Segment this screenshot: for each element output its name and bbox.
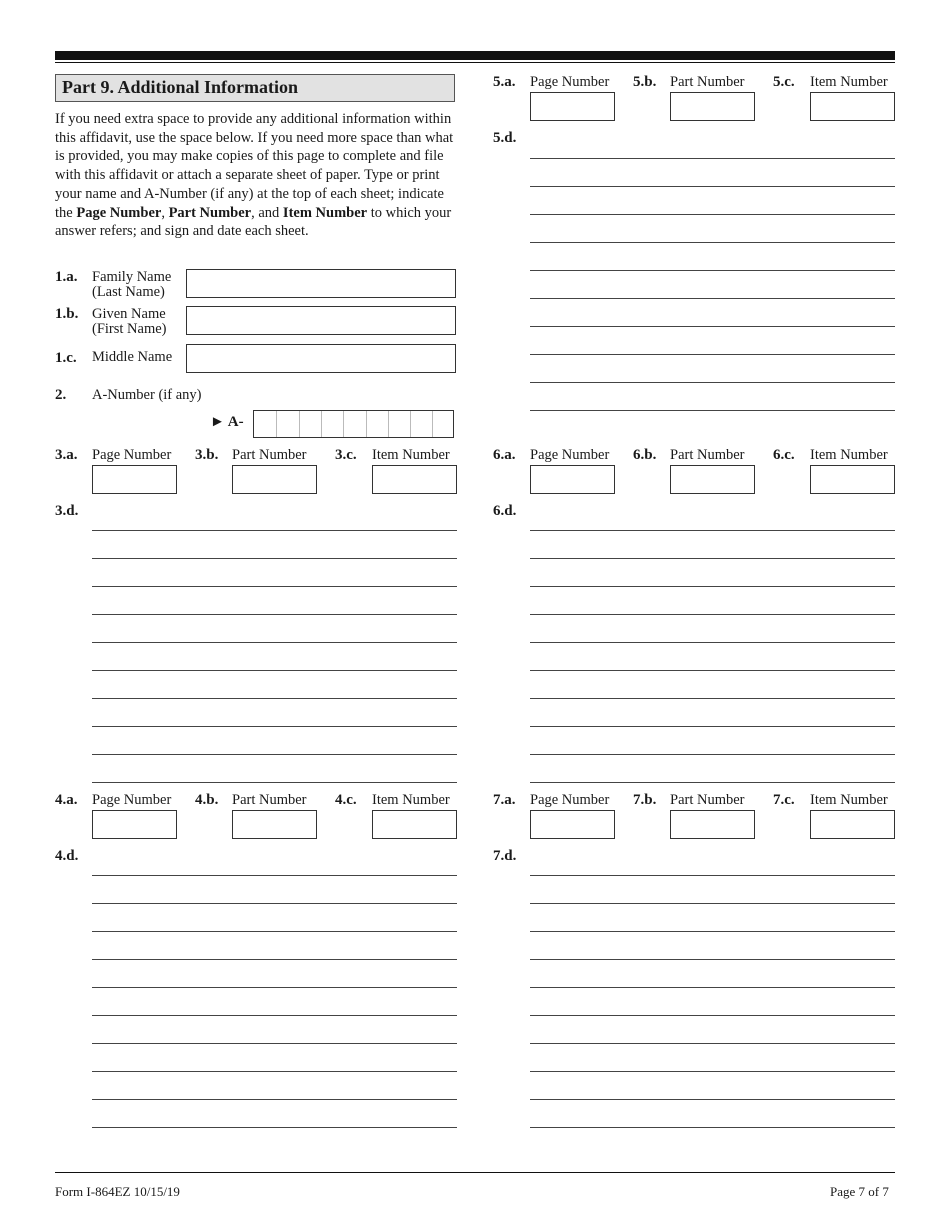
answer-line-3[interactable] <box>92 782 457 783</box>
part-number-field-6[interactable] <box>670 465 755 494</box>
item-number-3a: 3.a. <box>55 447 78 463</box>
answer-line-3[interactable] <box>92 558 457 559</box>
answer-line-5[interactable] <box>530 186 895 187</box>
item-number-3d: 3.d. <box>55 503 79 519</box>
part-number-label: Part Number <box>232 447 307 463</box>
item-number-5c: 5.c. <box>773 74 795 90</box>
family-name-field[interactable] <box>186 269 456 298</box>
answer-line-5[interactable] <box>530 242 895 243</box>
given-name-label: Given Name (First Name) <box>92 306 167 337</box>
answer-line-6[interactable] <box>530 530 895 531</box>
answer-line-6[interactable] <box>530 698 895 699</box>
a-number-label: A-Number (if any) <box>92 387 202 403</box>
item-number-field-6[interactable] <box>810 465 895 494</box>
answer-line-3[interactable] <box>92 698 457 699</box>
item-number-field-4[interactable] <box>372 810 457 839</box>
item-number-6c: 6.c. <box>773 447 795 463</box>
page-number-label: Page Number <box>530 74 610 90</box>
item-number-label: Item Number <box>372 792 450 808</box>
item-number-7d: 7.d. <box>493 848 517 864</box>
item-number-4b: 4.b. <box>195 792 219 808</box>
a-number-cell-divider <box>388 411 389 437</box>
item-number-4c: 4.c. <box>335 792 357 808</box>
top-rule-thin <box>55 62 895 63</box>
top-rule <box>55 51 895 60</box>
answer-line-7[interactable] <box>530 987 895 988</box>
page-indicator: Page 7 of 7 <box>830 1184 889 1199</box>
answer-line-5[interactable] <box>530 354 895 355</box>
a-number-cell-divider <box>321 411 322 437</box>
page-number-label: Page Number <box>92 447 172 463</box>
part-number-field-3[interactable] <box>232 465 317 494</box>
answer-line-6[interactable] <box>530 642 895 643</box>
item-number-7c: 7.c. <box>773 792 795 808</box>
answer-line-6[interactable] <box>530 726 895 727</box>
item-number-7a: 7.a. <box>493 792 516 808</box>
a-number-cell-divider <box>366 411 367 437</box>
answer-line-4[interactable] <box>92 959 457 960</box>
answer-line-6[interactable] <box>530 586 895 587</box>
answer-line-4[interactable] <box>92 1015 457 1016</box>
answer-line-6[interactable] <box>530 754 895 755</box>
item-number-7b: 7.b. <box>633 792 657 808</box>
instructions: If you need extra space to provide any additional information within this affidavit, use the space below. If you need more space than what is provided, you may make copies of this page to complete and file with this affidavit or attach a separate sheet of paper. Type or print your name and A-Number (if any) at the top of each sheet; indicate the Page Number, Part Number, and Item Number to which your answer refers; and sign and date each sheet. <box>55 111 454 240</box>
answer-line-5[interactable] <box>530 158 895 159</box>
footer-rule <box>55 1172 895 1173</box>
page-number-field-3[interactable] <box>92 465 177 494</box>
middle-name-field[interactable] <box>186 344 456 373</box>
item-number-2: 2. <box>55 387 67 403</box>
answer-line-3[interactable] <box>92 586 457 587</box>
answer-line-7[interactable] <box>530 1015 895 1016</box>
answer-line-7[interactable] <box>530 931 895 932</box>
answer-line-5[interactable] <box>530 382 895 383</box>
part-number-label: Part Number <box>670 792 745 808</box>
answer-line-6[interactable] <box>530 782 895 783</box>
item-number-5a: 5.a. <box>493 74 516 90</box>
item-number-label: Item Number <box>810 447 888 463</box>
a-number-cell-divider <box>410 411 411 437</box>
answer-line-4[interactable] <box>92 1071 457 1072</box>
answer-line-4[interactable] <box>92 1099 457 1100</box>
answer-line-7[interactable] <box>530 1099 895 1100</box>
answer-line-6[interactable] <box>530 614 895 615</box>
part-number-field-4[interactable] <box>232 810 317 839</box>
answer-line-5[interactable] <box>530 410 895 411</box>
item-number-5b: 5.b. <box>633 74 657 90</box>
answer-line-7[interactable] <box>530 1071 895 1072</box>
item-number-3c: 3.c. <box>335 447 357 463</box>
page-number-field-4[interactable] <box>92 810 177 839</box>
a-number-cell-divider <box>276 411 277 437</box>
answer-line-7[interactable] <box>530 903 895 904</box>
answer-line-3[interactable] <box>92 726 457 727</box>
item-number-label: Item Number <box>810 792 888 808</box>
answer-line-7[interactable] <box>530 875 895 876</box>
item-number-label: Item Number <box>372 447 450 463</box>
answer-line-5[interactable] <box>530 326 895 327</box>
answer-line-5[interactable] <box>530 298 895 299</box>
answer-line-3[interactable] <box>92 754 457 755</box>
answer-line-5[interactable] <box>530 270 895 271</box>
answer-line-6[interactable] <box>530 670 895 671</box>
item-number-field-3[interactable] <box>372 465 457 494</box>
answer-line-3[interactable] <box>92 530 457 531</box>
answer-line-4[interactable] <box>92 987 457 988</box>
item-number-6b: 6.b. <box>633 447 657 463</box>
answer-line-7[interactable] <box>530 959 895 960</box>
page-number-label: Page Number <box>530 447 610 463</box>
part-number-field-5[interactable] <box>670 92 755 121</box>
a-number-prefix: ► A- <box>210 414 244 430</box>
a-number-cell-divider <box>299 411 300 437</box>
item-number-5d: 5.d. <box>493 130 517 146</box>
answer-line-7[interactable] <box>530 1043 895 1044</box>
answer-line-3[interactable] <box>92 642 457 643</box>
answer-line-3[interactable] <box>92 670 457 671</box>
family-name-label: Family Name (Last Name) <box>92 269 172 300</box>
item-number-1b: 1.b. <box>55 306 79 322</box>
item-number-1a: 1.a. <box>55 269 78 285</box>
page-number-field-5[interactable] <box>530 92 615 121</box>
part-number-label: Part Number <box>670 447 745 463</box>
item-number-3b: 3.b. <box>195 447 219 463</box>
item-number-4a: 4.a. <box>55 792 78 808</box>
answer-line-3[interactable] <box>92 614 457 615</box>
part-number-field-7[interactable] <box>670 810 755 839</box>
form-id: Form I-864EZ 10/15/19 <box>55 1184 180 1199</box>
part-number-label: Part Number <box>670 74 745 90</box>
answer-line-6[interactable] <box>530 558 895 559</box>
item-number-field-5[interactable] <box>810 92 895 121</box>
answer-line-4[interactable] <box>92 1043 457 1044</box>
answer-line-4[interactable] <box>92 1127 457 1128</box>
page-number-label: Page Number <box>92 792 172 808</box>
answer-line-4[interactable] <box>92 931 457 932</box>
answer-line-7[interactable] <box>530 1127 895 1128</box>
answer-line-4[interactable] <box>92 903 457 904</box>
a-number-cell-divider <box>343 411 344 437</box>
item-number-6a: 6.a. <box>493 447 516 463</box>
a-number-field[interactable] <box>253 410 454 438</box>
answer-line-5[interactable] <box>530 214 895 215</box>
item-number-field-7[interactable] <box>810 810 895 839</box>
page-number-field-6[interactable] <box>530 465 615 494</box>
item-number-1c: 1.c. <box>55 350 77 366</box>
page-number-label: Page Number <box>530 792 610 808</box>
section-title: Part 9. Additional Information <box>55 74 455 102</box>
item-number-4d: 4.d. <box>55 848 79 864</box>
answer-line-4[interactable] <box>92 875 457 876</box>
given-name-field[interactable] <box>186 306 456 335</box>
middle-name-label: Middle Name <box>92 349 173 365</box>
item-number-6d: 6.d. <box>493 503 517 519</box>
part-number-label: Part Number <box>232 792 307 808</box>
page-number-field-7[interactable] <box>530 810 615 839</box>
item-number-label: Item Number <box>810 74 888 90</box>
a-number-cell-divider <box>432 411 433 437</box>
